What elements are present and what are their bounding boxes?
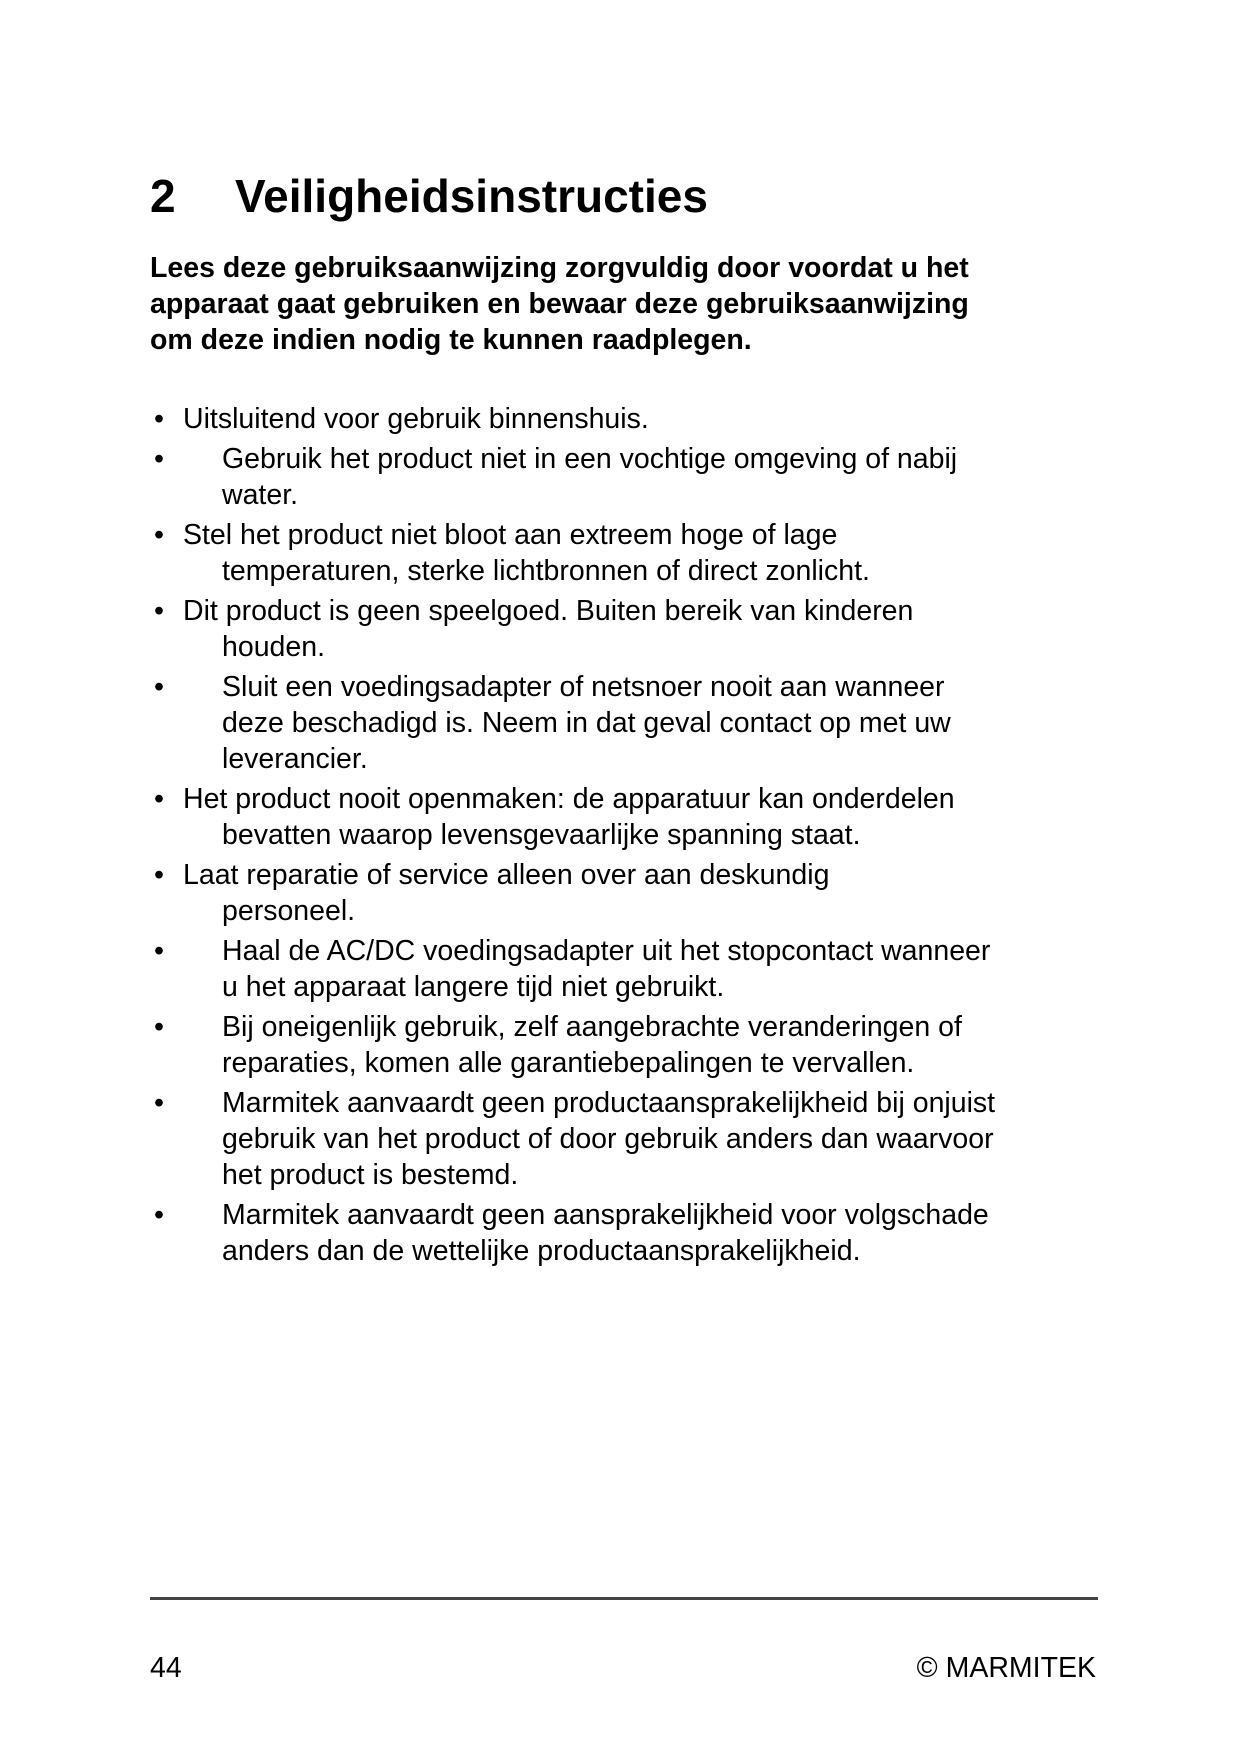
list-item	[150, 401, 1110, 437]
bullet: •	[154, 403, 164, 435]
list-item-text: Marmitek aanvaardt geen productaansprakelijkheid bij onjuist	[222, 1087, 996, 1119]
bullet: •	[154, 783, 164, 815]
safety-instructions-list	[150, 401, 1110, 1273]
copyright-notice: © MARMITEK	[916, 1652, 1096, 1684]
list-item-text: Dit product is geen speelgoed. Buiten bereik van kinderen	[183, 595, 914, 627]
list-item-text: personeel.	[222, 895, 356, 927]
list-item-text: Uitsluitend voor gebruik binnenshuis.	[183, 403, 649, 435]
list-item-text: het product is bestemd.	[222, 1159, 519, 1191]
section-title: Veiligheidsinstructies	[235, 170, 708, 222]
list-item	[150, 933, 1110, 1005]
list-item-text: water.	[222, 479, 299, 511]
list-item	[150, 517, 1110, 589]
list-item-text: Stel het product niet bloot aan extreem hoge of lage	[183, 519, 838, 551]
list-item-text: Laat reparatie of service alleen over aan deskundig	[183, 859, 830, 891]
intro-paragraph	[150, 250, 1090, 358]
list-item-text: houden.	[222, 631, 326, 663]
list-item	[150, 1009, 1110, 1081]
footer-divider	[150, 1597, 1098, 1600]
list-item	[150, 669, 1110, 777]
list-item-text: Bij oneigenlijk gebruik, zelf aangebrachte veranderingen of	[222, 1011, 962, 1043]
list-item	[150, 781, 1110, 853]
page-number: 44	[150, 1652, 182, 1684]
list-item-text: gebruik van het product of door gebruik anders dan waarvoor	[222, 1123, 994, 1155]
bullet: •	[154, 519, 164, 551]
list-item	[150, 1197, 1110, 1269]
list-item-text: Haal de AC/DC voedingsadapter uit het stopcontact wanneer	[222, 935, 991, 967]
bullet: •	[154, 935, 164, 967]
intro-line: apparaat gaat gebruiken en bewaar deze gebruiksaanwijzing	[150, 288, 969, 320]
list-item	[150, 857, 1110, 929]
bullet: •	[154, 595, 164, 627]
bullet: •	[154, 1199, 164, 1231]
list-item	[150, 441, 1110, 513]
bullet: •	[154, 671, 164, 703]
list-item-text: anders dan de wettelijke productaansprakelijkheid.	[222, 1235, 861, 1267]
bullet: •	[154, 859, 164, 891]
list-item-text: deze beschadigd is. Neem in dat geval contact op met uw	[222, 707, 951, 739]
section-number: 2	[150, 170, 176, 222]
list-item-text: reparaties, komen alle garantiebepalingen te vervallen.	[222, 1047, 915, 1079]
list-item-text: Gebruik het product niet in een vochtige omgeving of nabij	[222, 443, 958, 475]
bullet: •	[154, 443, 164, 475]
list-item-text: leverancier.	[222, 743, 368, 775]
list-item-text: Het product nooit openmaken: de apparatuur kan onderdelen	[183, 783, 955, 815]
list-item-text: bevatten waarop levensgevaarlijke spanning staat.	[222, 819, 861, 851]
list-item	[150, 593, 1110, 665]
bullet: •	[154, 1011, 164, 1043]
intro-line: Lees deze gebruiksaanwijzing zorgvuldig door voordat u het	[150, 252, 969, 284]
list-item-text: temperaturen, sterke lichtbronnen of direct zonlicht.	[222, 555, 870, 587]
list-item-text: u het apparaat langere tijd niet gebruikt.	[222, 971, 725, 1003]
list-item-text: Marmitek aanvaardt geen aansprakelijkheid voor volgschade	[222, 1199, 989, 1231]
section-heading	[150, 168, 708, 224]
list-item	[150, 1085, 1110, 1193]
intro-line: om deze indien nodig te kunnen raadplegen.	[150, 324, 752, 356]
bullet: •	[154, 1087, 164, 1119]
list-item-text: Sluit een voedingsadapter of netsnoer nooit aan wanneer	[222, 671, 945, 703]
